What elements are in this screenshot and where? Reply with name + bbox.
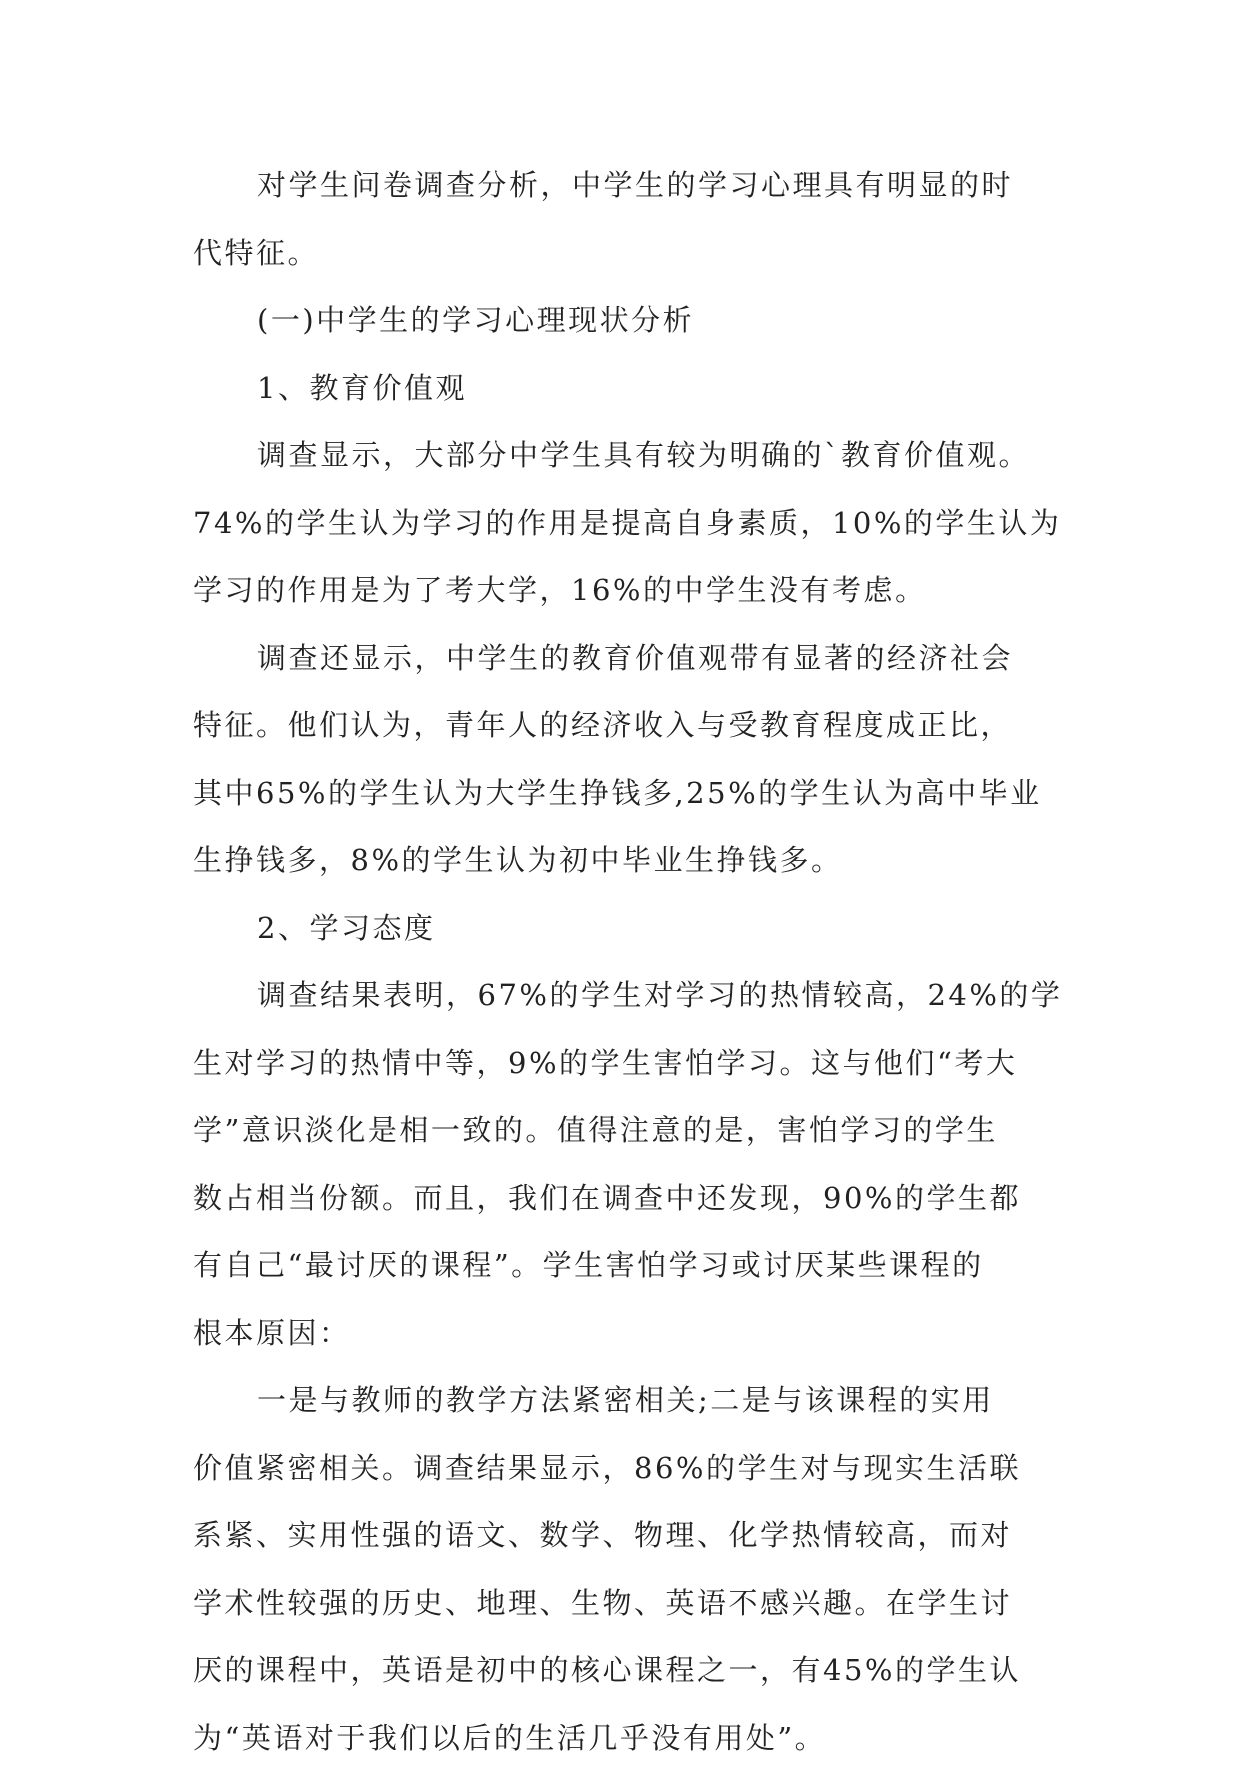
paragraph-line: 学术性较强的历史、地理、生物、英语不感兴趣。在学生讨 (193, 1570, 1053, 1638)
paragraph-line: 生挣钱多，8%的学生认为初中毕业生挣钱多。 (193, 827, 1053, 895)
paragraph-first-line: (一)中学生的学习心理现状分析 (193, 287, 1053, 355)
document-body (193, 152, 1053, 1772)
paragraph-line: 系紧、实用性强的语文、数学、物理、化学热情较高，而对 (193, 1502, 1053, 1570)
paragraph-line: 为“英语对于我们以后的生活几乎没有用处”。 (193, 1705, 1053, 1772)
paragraph-line: 代特征。 (193, 220, 1053, 288)
paragraph-first-line: 对学生问卷调查分析，中学生的学习心理具有明显的时 (193, 152, 1053, 220)
paragraph-first-line: 调查结果表明，67%的学生对学习的热情较高，24%的学 (193, 962, 1053, 1030)
paragraph-first-line: 2、学习态度 (193, 895, 1053, 963)
paragraph-line: 其中65%的学生认为大学生挣钱多,25%的学生认为高中毕业 (193, 760, 1053, 828)
paragraph-line: 学习的作用是为了考大学，16%的中学生没有考虑。 (193, 557, 1053, 625)
paragraph-line: 根本原因： (193, 1300, 1053, 1368)
paragraph-line: 特征。他们认为，青年人的经济收入与受教育程度成正比， (193, 692, 1053, 760)
paragraph-line: 学”意识淡化是相一致的。值得注意的是，害怕学习的学生 (193, 1097, 1053, 1165)
paragraph-line: 厌的课程中，英语是初中的核心课程之一，有45%的学生认 (193, 1637, 1053, 1705)
paragraph-line: 生对学习的热情中等，9%的学生害怕学习。这与他们“考大 (193, 1030, 1053, 1098)
paragraph-line: 有自己“最讨厌的课程”。学生害怕学习或讨厌某些课程的 (193, 1232, 1053, 1300)
paragraph-first-line: 调查显示，大部分中学生具有较为明确的`教育价值观。 (193, 422, 1053, 490)
paragraph-first-line: 一是与教师的教学方法紧密相关;二是与该课程的实用 (193, 1367, 1053, 1435)
paragraph-line: 价值紧密相关。调查结果显示，86%的学生对与现实生活联 (193, 1435, 1053, 1503)
paragraph-line: 74%的学生认为学习的作用是提高自身素质，10%的学生认为 (193, 490, 1053, 558)
paragraph-first-line: 1、教育价值观 (193, 355, 1053, 423)
paragraph-line: 数占相当份额。而且，我们在调查中还发现，90%的学生都 (193, 1165, 1053, 1233)
paragraph-first-line: 调查还显示，中学生的教育价值观带有显著的经济社会 (193, 625, 1053, 693)
